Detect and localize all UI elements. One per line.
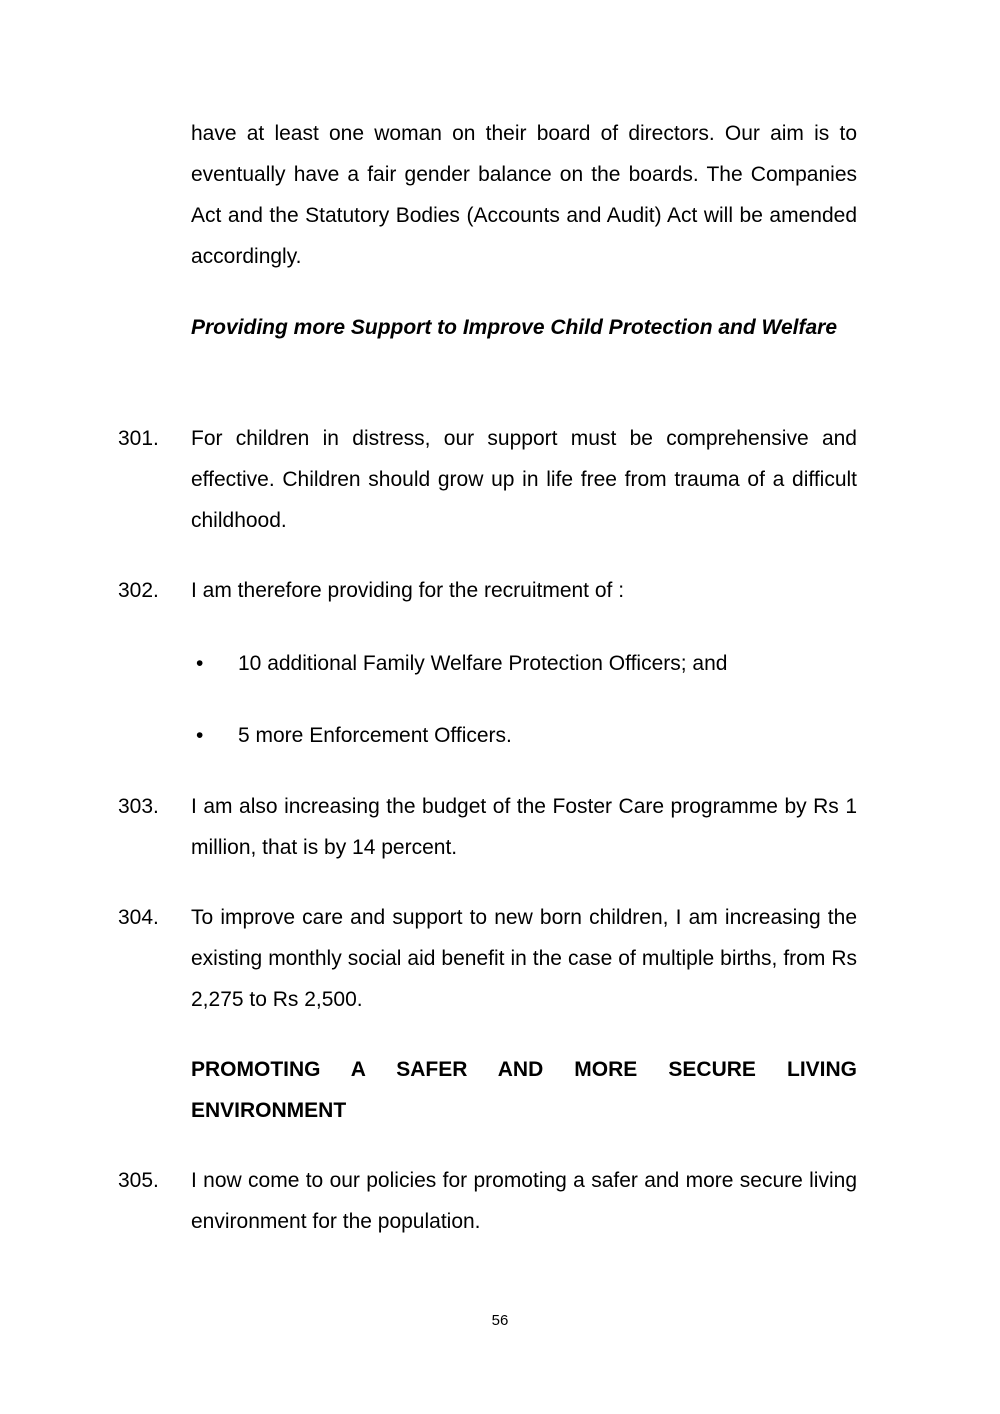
paragraph-text: To improve care and support to new born children, I am increasing the existing monthly social aid benefit in the case of multiple births, from Rs 2,275 to Rs 2,500. xyxy=(191,906,857,1011)
paragraph-text: I am also increasing the budget of the Foster Care programme by Rs 1 million, that is by 14 percent. xyxy=(191,795,857,859)
bullet-item: 5 more Enforcement Officers. xyxy=(238,724,512,747)
paragraph-number: 303. xyxy=(118,795,159,818)
bullet-item: 10 additional Family Welfare Protection Officers; and xyxy=(238,652,728,675)
paragraph-number: 301. xyxy=(118,427,159,450)
section-heading-safer-environment: PROMOTING A SAFER AND MORE SECURE LIVING ENVIRONMENT xyxy=(191,1058,857,1122)
paragraph-number: 302. xyxy=(118,579,159,602)
paragraph-text: I now come to our policies for promoting a safer and more secure living environment for the population. xyxy=(191,1169,857,1233)
intro-paragraph: have at least one woman on their board of directors. Our aim is to eventually have a fair gender balance on the boards. The Companies Act and the Statutory Bodies (Accounts and Audit) Act will be amended accordingly. xyxy=(191,122,857,268)
paragraph-text: For children in distress, our support must be comprehensive and effective. Children should grow up in life free from trauma of a difficult childhood. xyxy=(191,427,857,532)
bullet-icon: • xyxy=(196,652,204,675)
paragraph-text: I am therefore providing for the recruitment of : xyxy=(191,579,625,602)
paragraph-number: 305. xyxy=(118,1169,159,1192)
paragraph-number: 304. xyxy=(118,906,159,929)
page-number: 56 xyxy=(491,1312,509,1329)
bullet-icon: • xyxy=(196,724,204,747)
section-heading-child-protection: Providing more Support to Improve Child Protection and Welfare xyxy=(191,316,838,339)
